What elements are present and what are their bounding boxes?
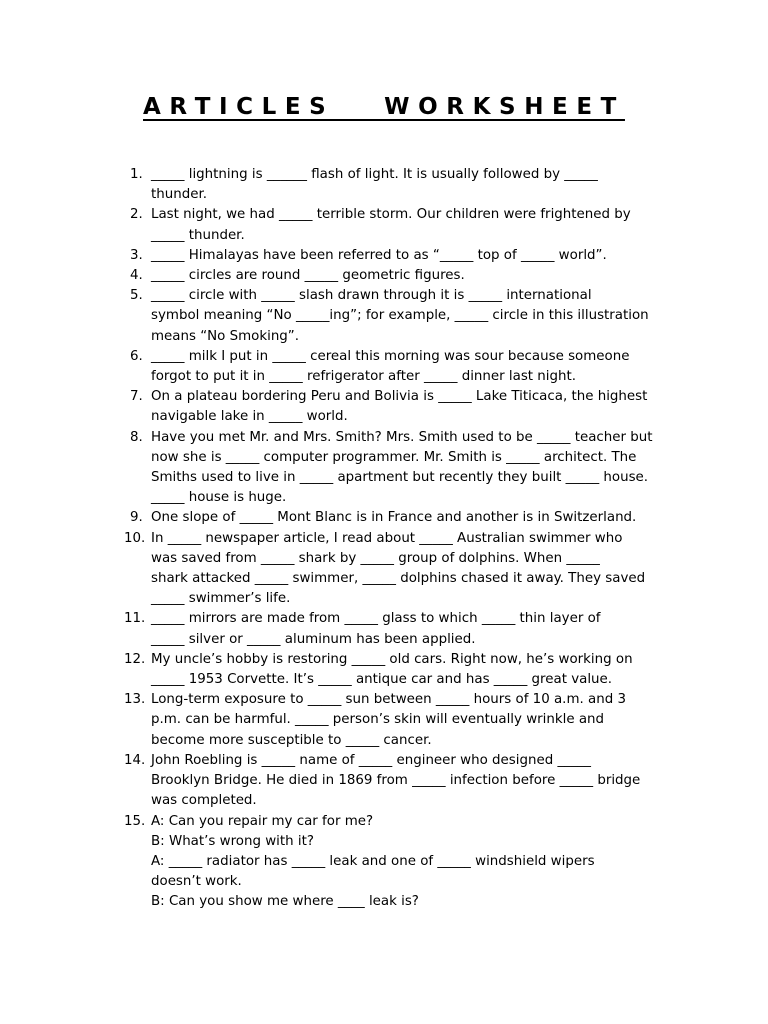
exercise-number: 14.	[124, 752, 146, 768]
exercise-text-line: _____ mirrors are made from _____ glass to which _____ thin layer of	[151, 611, 601, 627]
exercise-item	[124, 609, 674, 649]
exercise-text-line: symbol meaning “No _____ing”; for example, _____ circle in this illustration	[151, 308, 649, 324]
exercise-number: 12.	[124, 651, 146, 667]
exercise-text-line: John Roebling is _____ name of _____ engineer who designed _____	[151, 752, 591, 768]
exercise-text-line: now she is _____ computer programmer. Mr. Smith is _____ architect. The	[151, 449, 637, 465]
exercise-item	[124, 650, 674, 690]
exercise-text-line: _____ swimmer’s life.	[151, 591, 291, 607]
exercise-text-line: _____ circles are round _____ geometric figures.	[151, 268, 465, 284]
exercise-list	[124, 165, 674, 913]
exercise-text-line: B: What’s wrong with it?	[151, 833, 314, 849]
exercise-text-line: Smiths used to live in _____ apartment but recently they built _____ house.	[151, 470, 649, 486]
exercise-item	[124, 266, 674, 286]
exercise-text-line: _____ thunder.	[151, 227, 245, 243]
exercise-text-line: shark attacked _____ swimmer, _____ dolphins chased it away. They saved	[151, 571, 646, 587]
exercise-text-line: _____ silver or _____ aluminum has been applied.	[151, 631, 476, 647]
exercise-text-line: _____ circle with _____ slash drawn through it is _____ international	[151, 288, 592, 304]
exercise-text-line: become more susceptible to _____ cancer.	[151, 732, 432, 748]
exercise-number: 5.	[130, 288, 143, 304]
exercise-item	[124, 387, 674, 427]
exercise-text-line: B: Can you show me where ____ leak is?	[151, 894, 419, 910]
exercise-text-line: was saved from _____ shark by _____ group of dolphins. When _____	[151, 550, 600, 566]
exercise-item	[124, 286, 674, 347]
exercise-number: 8.	[130, 429, 143, 445]
exercise-text-line: One slope of _____ Mont Blanc is in France and another is in Switzerland.	[151, 510, 637, 526]
exercise-number: 13.	[124, 692, 146, 708]
exercise-number: 6.	[130, 348, 143, 364]
exercise-number: 7.	[130, 389, 143, 405]
exercise-number: 2.	[130, 207, 143, 223]
exercise-text-line: forgot to put it in _____ refrigerator after _____ dinner last night.	[151, 369, 577, 385]
exercise-number: 1.	[130, 167, 143, 182]
exercise-item	[124, 529, 674, 610]
exercise-number: 10.	[124, 530, 146, 546]
exercise-text-line: My uncle’s hobby is restoring _____ old cars. Right now, he’s working on	[151, 651, 633, 667]
exercise-text-line: p.m. can be harmful. _____ person’s skin will eventually wrinkle and	[151, 712, 605, 728]
exercise-item	[124, 246, 674, 266]
exercise-item	[124, 165, 674, 205]
exercise-item	[124, 751, 674, 812]
exercise-text-line: thunder.	[151, 187, 207, 203]
exercise-text-line: Long-term exposure to _____ sun between _____ hours of 10 a.m. and 3	[151, 692, 626, 708]
exercise-item	[124, 347, 674, 387]
exercise-text-line: Brooklyn Bridge. He died in 1869 from _____ infection before _____ bridge	[151, 773, 641, 789]
exercise-text-line: Last night, we had _____ terrible storm. Our children were frightened by	[151, 207, 631, 223]
exercise-text-line: _____ lightning is ______ flash of light. It is usually followed by _____	[151, 167, 598, 182]
exercise-item	[124, 508, 674, 528]
page-title-text: ARTICLES WORKSHEET	[143, 94, 625, 120]
exercise-number: 11.	[124, 611, 146, 627]
exercise-text-line: In _____ newspaper article, I read about _____ Australian swimmer who	[151, 530, 623, 546]
exercise-text-line: navigable lake in _____ world.	[151, 409, 348, 425]
exercise-text-line: _____ house is huge.	[151, 490, 287, 506]
exercise-text-line: Have you met Mr. and Mrs. Smith? Mrs. Smith used to be _____ teacher but	[151, 429, 653, 445]
exercise-text-line: On a plateau bordering Peru and Bolivia is _____ Lake Titicaca, the highest	[151, 389, 648, 405]
exercise-text-line: _____ Himalayas have been referred to as “_____ top of _____ world”.	[151, 247, 607, 263]
page-title	[0, 91, 768, 123]
exercise-text-line: A: _____ radiator has _____ leak and one of _____ windshield wipers	[151, 853, 595, 869]
exercise-item	[124, 812, 674, 913]
exercise-text-line: doesn’t work.	[151, 874, 242, 890]
exercise-number: 15.	[124, 813, 146, 829]
exercise-text-line: _____ 1953 Corvette. It’s _____ antique car and has _____ great value.	[151, 672, 613, 688]
exercise-text-line: A: Can you repair my car for me?	[151, 813, 374, 829]
exercise-text-line: _____ milk I put in _____ cereal this morning was sour because someone	[151, 348, 630, 364]
exercise-item	[124, 428, 674, 509]
exercise-text-line: means “No Smoking”.	[151, 328, 300, 344]
exercise-text-line: was completed.	[151, 793, 257, 809]
exercise-number: 4.	[130, 268, 143, 284]
exercise-number: 3.	[130, 247, 143, 263]
exercise-item	[124, 205, 674, 245]
exercise-number: 9.	[130, 510, 143, 526]
exercise-item	[124, 690, 674, 751]
